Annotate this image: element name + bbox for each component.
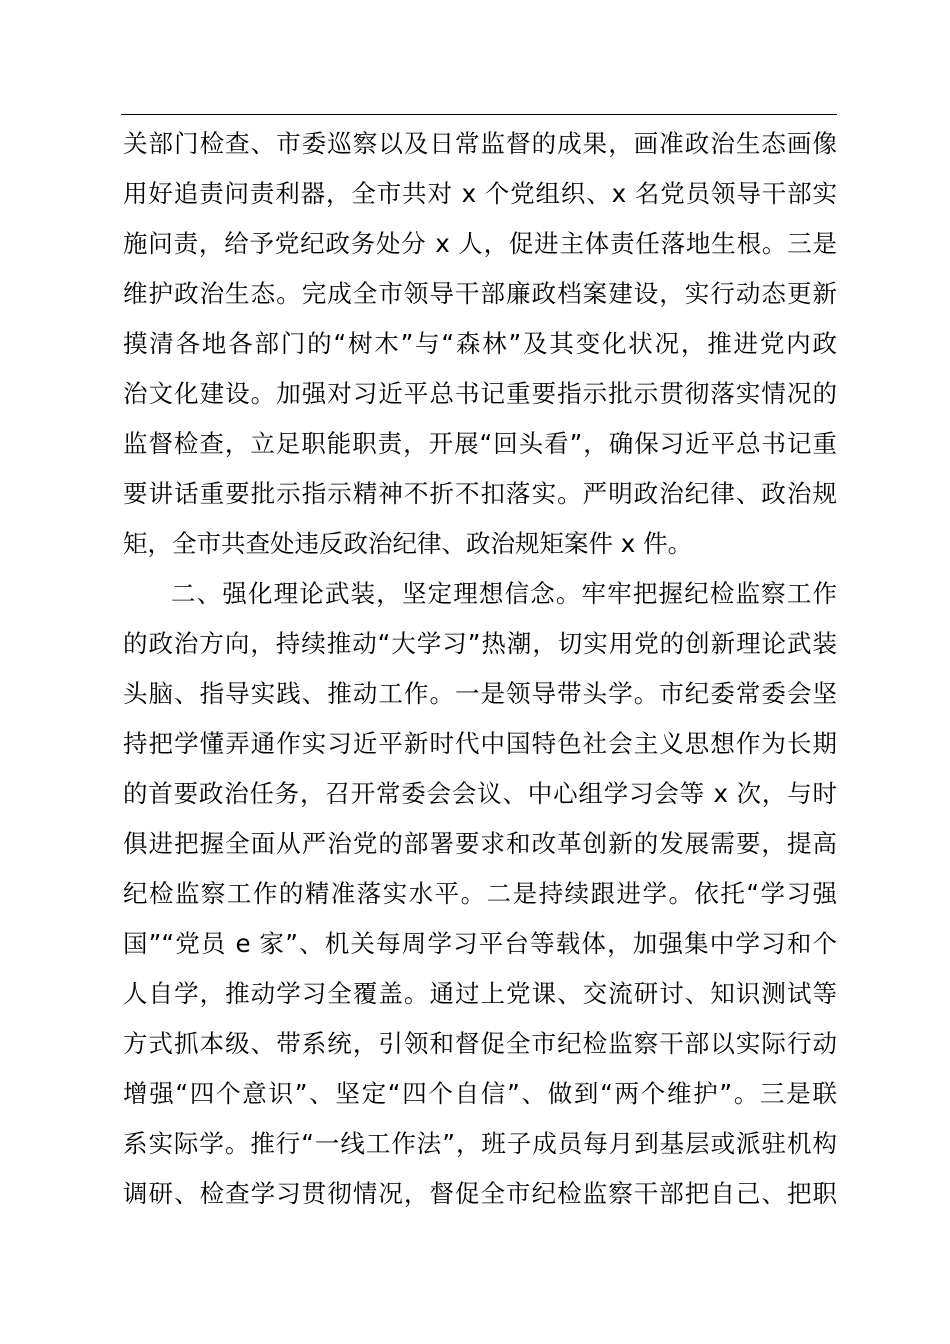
text-line: 矩，全市共查处违反政治纪律、政治规矩案件 x 件。 [123,529,693,558]
text-line: 施问责，给予党纪政务处分 x 人，促进主体责任落地生根。三是 [123,229,837,258]
text-line: 治文化建设。加强对习近平总书记重要指示批示贯彻落实情况的 [123,379,837,408]
text-line: 持把学懂弄通作实习近平新时代中国特色社会主义思想作为长期 [123,729,837,758]
text-line: 系实际学。推行“一线工作法”，班子成员每月到基层或派驻机构 [123,1129,837,1158]
text-line: 纪检监察工作的精准落实水平。二是持续跟进学。依托“学习强 [123,879,837,908]
text-line: 的首要政治任务，召开常委会会议、中心组学习会等 x 次，与时 [123,779,837,808]
text-line: 俱进把握全面从严治党的部署要求和改革创新的发展需要，提高 [123,829,837,858]
text-line: 关部门检查、市委巡察以及日常监督的成果，画准政治生态画像 [123,129,837,158]
header-rule [121,114,837,115]
text-line: 增强“四个意识”、坚定“四个自信”、做到“两个维护”。三是联 [123,1079,837,1108]
text-line: 调研、检查学习贯彻情况，督促全市纪检监察干部把自己、把职 [123,1179,837,1208]
text-line: 方式抓本级、带系统，引领和督促全市纪检监察干部以实际行动 [123,1029,837,1058]
text-line: 用好追责问责利器，全市共对 x 个党组织、x 名党员领导干部实 [123,179,837,208]
text-line: 要讲话重要批示指示精神不折不扣落实。严明政治纪律、政治规 [123,479,837,508]
text-line: 头脑、指导实践、推动工作。一是领导带头学。市纪委常委会坚 [123,679,837,708]
text-line: 国”“党员 e 家”、机关每周学习平台等载体，加强集中学习和个 [123,929,837,958]
paragraph-first-line: 二、强化理论武装，坚定理想信念。牢牢把握纪检监察工作 [171,579,837,608]
text-line: 的政治方向，持续推动“大学习”热潮，切实用党的创新理论武装 [123,629,837,658]
text-line: 监督检查，立足职能职责，开展“回头看”，确保习近平总书记重 [123,429,837,458]
text-line: 维护政治生态。完成全市领导干部廉政档案建设，实行动态更新 [123,279,837,308]
text-line: 摸清各地各部门的“树木”与“森林”及其变化状况，推进党内政 [123,329,837,358]
text-line: 人自学，推动学习全覆盖。通过上党课、交流研讨、知识测试等 [123,979,837,1008]
